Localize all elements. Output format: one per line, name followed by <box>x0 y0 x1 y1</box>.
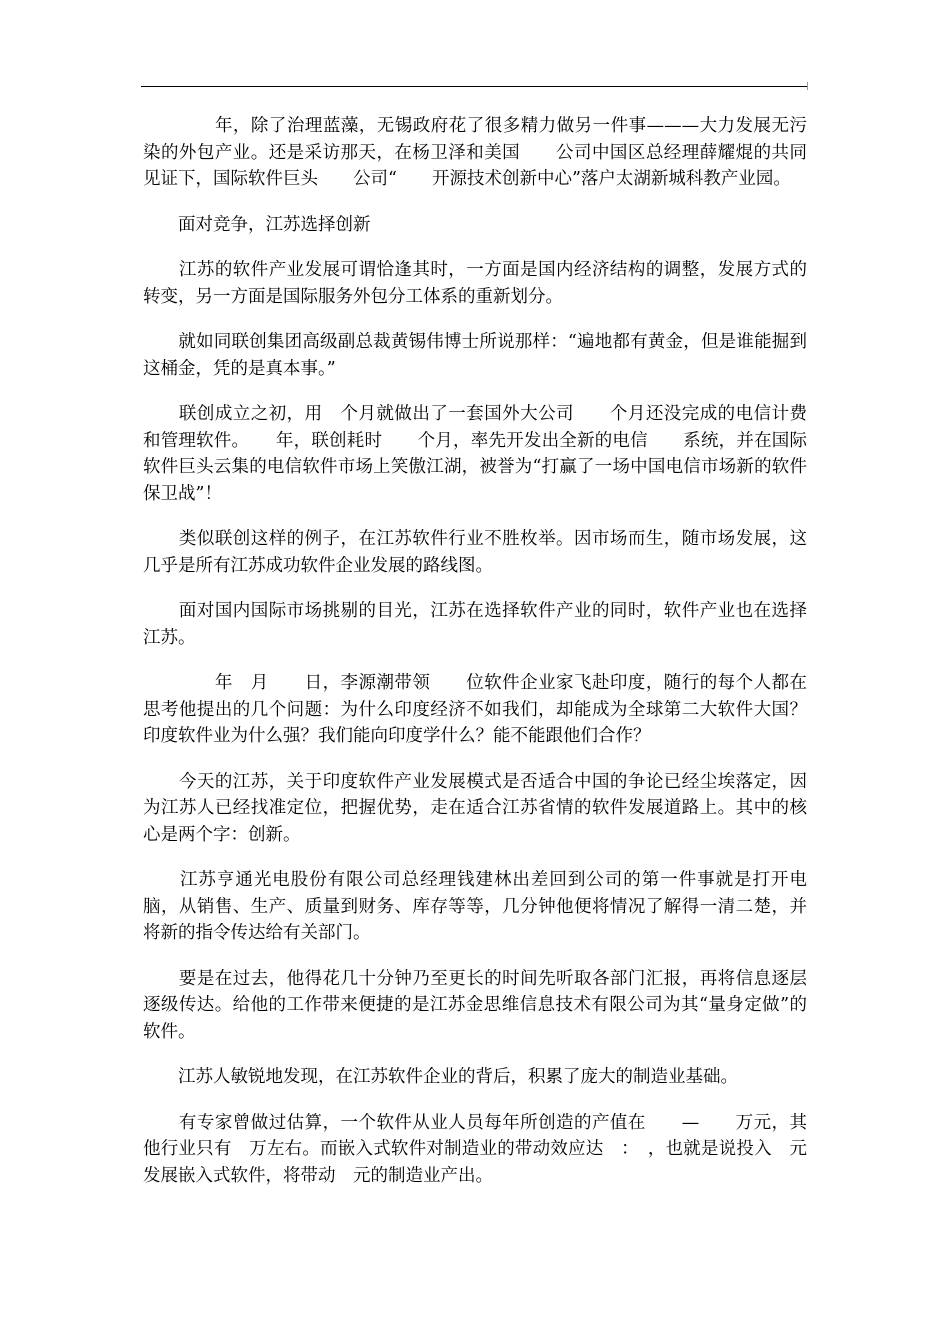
paragraph: 有专家曾做过估算，一个软件从业人员每年所创造的产值在 — 万元，其他行业只有 万左右。而嵌入式软件对制造业的带动效应达 ： ，也就是说投入 元发展嵌入式软件，将带动 元的制造业产出。 <box>143 1112 807 1186</box>
paragraph: 类似联创这样的例子，在江苏软件行业不胜枚举。因市场而生，随市场发展，这几乎是所有江苏成功软件企业发展的路线图。 <box>143 529 807 576</box>
paragraph: 年 月 日，李源潮带领 位软件企业家飞赴印度，随行的每个人都在思考他提出的几个问题：为什么印度经济不如我们，却能成为全球第二大软件大国？印度软件业为什么强？我们能向印度学什么？能不能跟他们合作？ <box>143 673 807 746</box>
paragraph: 年，除了治理蓝藻，无锡政府花了很多精力做另一件事———大力发展无污染的外包产业。还是采访那天，在杨卫泽和美国 公司中国区总经理薛耀焜的共同见证下，国际软件巨头 公司“ 开源技术创新中心”落户太湖新城科教产业园。 <box>143 116 807 189</box>
paragraph: 江苏人敏锐地发现，在江苏软件企业的背后，积累了庞大的制造业基础。 <box>143 1067 738 1087</box>
paragraph: 江苏亨通光电股份有限公司总经理钱建林出差回到公司的第一件事就是打开电脑，从销售、生产、质量到财务、库存等等，几分钟他便将情况了解得一清二楚，并将新的指令传达给有关部门。 <box>143 870 807 943</box>
paragraph: 联创成立之初，用 个月就做出了一套国外大公司 个月还没完成的电信计费和管理软件。 年，联创耗时 个月，率先开发出全新的电信 系统，并在国际软件巨头云集的电信软件市场上笑傲江湖，被誉为“打赢了一场中国电信市场新的软件保卫战”！ <box>143 404 807 504</box>
section-heading: 面对竞争，江苏选择创新 <box>143 214 371 235</box>
paragraph: 江苏的软件产业发展可谓恰逢其时，一方面是国内经济结构的调整，发展方式的转变，另一方面是国际服务外包分工体系的重新划分。 <box>143 260 807 307</box>
paragraph: 就如同联创集团高级副总裁黄锡伟博士所说那样：“遍地都有黄金，但是谁能掘到这桶金，凭的是真本事。” <box>143 332 807 379</box>
header-rule <box>141 86 808 87</box>
paragraph: 今天的江苏，关于印度软件产业发展模式是否适合中国的争论已经尘埃落定，因为江苏人已经找准定位，把握优势，走在适合江苏省情的软件发展道路上。其中的核心是两个字：创新。 <box>143 771 807 845</box>
header-corner-mark <box>807 82 808 90</box>
paragraph: 面对国内国际市场挑剔的目光，江苏在选择软件产业的同时，软件产业也在选择江苏。 <box>143 601 807 648</box>
document-body <box>143 113 842 1208</box>
paragraph: 要是在过去，他得花几十分钟乃至更长的时间先听取各部门汇报，再将信息逐层逐级传达。给他的工作带来便捷的是江苏金思维信息技术有限公司为其“量身定做”的 软件。 <box>143 968 842 1042</box>
